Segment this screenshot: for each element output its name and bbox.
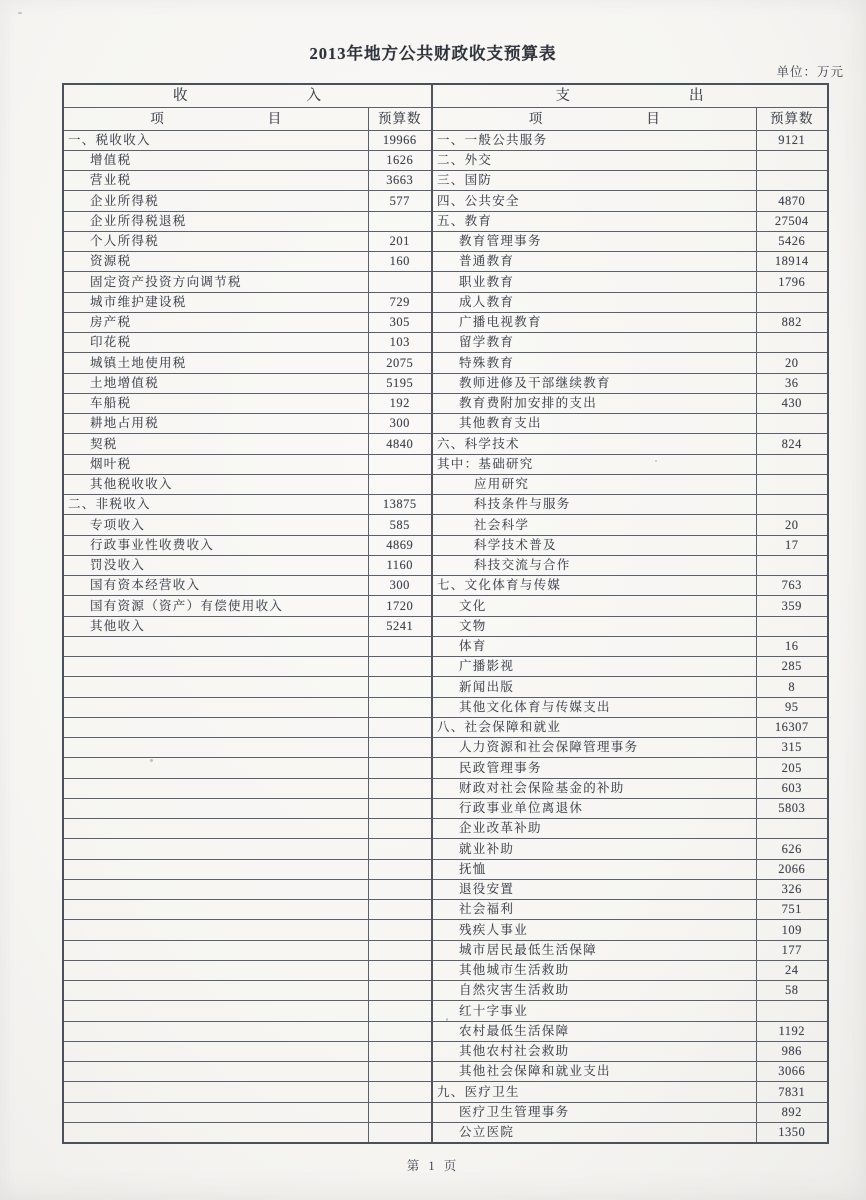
column-header-row bbox=[63, 107, 828, 130]
expense-item-cell: 文物 bbox=[432, 616, 756, 636]
expense-item-cell: 九、医疗卫生 bbox=[432, 1082, 756, 1102]
expense-budget-cell: 763 bbox=[756, 576, 828, 596]
income-budget-cell: 1720 bbox=[368, 596, 432, 616]
unit-label: 单位：万元 bbox=[776, 65, 844, 79]
table-row bbox=[63, 960, 828, 980]
expense-budget-cell bbox=[756, 616, 828, 636]
income-item-cell: 房产税 bbox=[63, 312, 368, 332]
expense-budget-cell bbox=[756, 495, 828, 515]
table-row bbox=[63, 839, 828, 859]
income-budget-cell: 1626 bbox=[368, 150, 432, 170]
income-budget-cell bbox=[368, 1021, 432, 1041]
income-budget-cell bbox=[368, 454, 432, 474]
income-budget-cell: 5241 bbox=[368, 616, 432, 636]
expense-item-cell: 科学技术普及 bbox=[432, 535, 756, 555]
income-item-cell: 车船税 bbox=[63, 393, 368, 413]
expense-item-cell: 二、外交 bbox=[432, 150, 756, 170]
expense-budget-cell: 892 bbox=[756, 1102, 828, 1122]
expense-budget-cell bbox=[756, 474, 828, 494]
table-row bbox=[63, 231, 828, 251]
income-budget-cell bbox=[368, 798, 432, 818]
table-row bbox=[63, 150, 828, 170]
table-row bbox=[63, 292, 828, 312]
income-budget-cell: 19966 bbox=[368, 130, 432, 150]
expense-item-cell: 其他社会保障和就业支出 bbox=[432, 1062, 756, 1082]
expense-item-cell: 社会科学 bbox=[432, 515, 756, 535]
table-row bbox=[63, 1041, 828, 1061]
income-item-cell: 增值税 bbox=[63, 150, 368, 170]
expense-budget-cell: 285 bbox=[756, 657, 828, 677]
income-budget-cell bbox=[368, 1041, 432, 1061]
table-row bbox=[63, 758, 828, 778]
income-budget-cell bbox=[368, 211, 432, 231]
expense-budget-cell bbox=[756, 1001, 828, 1021]
income-item-cell bbox=[63, 920, 368, 940]
scan-artifact bbox=[18, 12, 22, 14]
income-budget-cell bbox=[368, 758, 432, 778]
table-row bbox=[63, 252, 828, 272]
expense-budget-cell: 1796 bbox=[756, 272, 828, 292]
income-item-cell: 专项收入 bbox=[63, 515, 368, 535]
income-budget-cell: 103 bbox=[368, 333, 432, 353]
expense-budget-cell: 5426 bbox=[756, 231, 828, 251]
expense-item-cell: 农村最低生活保障 bbox=[432, 1021, 756, 1041]
expense-item-cell: 就业补助 bbox=[432, 839, 756, 859]
income-budget-cell bbox=[368, 859, 432, 879]
expense-budget-cell: 326 bbox=[756, 879, 828, 899]
income-item-cell bbox=[63, 1021, 368, 1041]
expense-item-cell: 新闻出版 bbox=[432, 677, 756, 697]
income-item-cell bbox=[63, 900, 368, 920]
income-item-cell bbox=[63, 839, 368, 859]
expense-budget-cell: 359 bbox=[756, 596, 828, 616]
income-budget-cell: 3663 bbox=[368, 171, 432, 191]
expense-item-cell: 应用研究 bbox=[432, 474, 756, 494]
expense-budget-header: 预算数 bbox=[756, 107, 828, 130]
income-header-char: 收 bbox=[173, 87, 189, 104]
table-row bbox=[63, 697, 828, 717]
table-row bbox=[63, 454, 828, 474]
expense-item-cell: 职业教育 bbox=[432, 272, 756, 292]
income-item-header: 项 目 bbox=[63, 107, 368, 130]
income-budget-cell bbox=[368, 474, 432, 494]
expense-budget-cell: 315 bbox=[756, 738, 828, 758]
income-item-cell: 行政事业性收费收入 bbox=[63, 535, 368, 555]
income-budget-cell bbox=[368, 879, 432, 899]
expense-budget-cell: 20 bbox=[756, 353, 828, 373]
income-item-cell bbox=[63, 879, 368, 899]
income-item-cell bbox=[63, 981, 368, 1001]
expense-item-cell: 特殊教育 bbox=[432, 353, 756, 373]
expense-item-cell: 残疾人事业 bbox=[432, 920, 756, 940]
income-budget-cell: 192 bbox=[368, 393, 432, 413]
income-budget-cell bbox=[368, 717, 432, 737]
income-item-cell: 印花税 bbox=[63, 333, 368, 353]
income-item-cell: 土地增值税 bbox=[63, 373, 368, 393]
expense-item-cell: 教育管理事务 bbox=[432, 231, 756, 251]
income-item-cell: 二、非税收入 bbox=[63, 495, 368, 515]
expense-item-cell: 普通教育 bbox=[432, 252, 756, 272]
income-item-cell bbox=[63, 1122, 368, 1142]
income-item-cell bbox=[63, 758, 368, 778]
table-row bbox=[63, 636, 828, 656]
expense-budget-cell: 3066 bbox=[756, 1062, 828, 1082]
income-item-cell bbox=[63, 1082, 368, 1102]
income-budget-cell bbox=[368, 697, 432, 717]
expense-item-cell: 其他教育支出 bbox=[432, 414, 756, 434]
income-item-cell: 烟叶税 bbox=[63, 454, 368, 474]
income-item-cell bbox=[63, 1062, 368, 1082]
expense-item-cell: 六、科学技术 bbox=[432, 434, 756, 454]
expense-budget-cell: 8 bbox=[756, 677, 828, 697]
expense-budget-cell bbox=[756, 454, 828, 474]
income-budget-cell: 585 bbox=[368, 515, 432, 535]
expense-item-cell: 广播电视教育 bbox=[432, 312, 756, 332]
table-row bbox=[63, 738, 828, 758]
table-row bbox=[63, 555, 828, 575]
income-item-cell bbox=[63, 636, 368, 656]
expense-item-cell: 教师进修及干部继续教育 bbox=[432, 373, 756, 393]
table-row bbox=[63, 1021, 828, 1041]
expense-item-cell: 科技交流与合作 bbox=[432, 555, 756, 575]
table-row bbox=[63, 535, 828, 555]
expense-budget-cell: 603 bbox=[756, 778, 828, 798]
expense-item-cell: 成人教育 bbox=[432, 292, 756, 312]
income-item-cell bbox=[63, 1102, 368, 1122]
expense-budget-cell: 95 bbox=[756, 697, 828, 717]
income-item-cell bbox=[63, 960, 368, 980]
income-item-cell bbox=[63, 657, 368, 677]
expense-item-cell: 抚恤 bbox=[432, 859, 756, 879]
table-row bbox=[63, 515, 828, 535]
expense-item-cell: 人力资源和社会保障管理事务 bbox=[432, 738, 756, 758]
table-row bbox=[63, 191, 828, 211]
income-item-cell bbox=[63, 697, 368, 717]
expense-item-cell: 其中：基础研究 bbox=[432, 454, 756, 474]
income-budget-cell: 2075 bbox=[368, 353, 432, 373]
expense-budget-cell bbox=[756, 555, 828, 575]
expense-budget-cell: 4870 bbox=[756, 191, 828, 211]
expense-item-cell: 其他城市生活救助 bbox=[432, 960, 756, 980]
expense-item-cell: 体育 bbox=[432, 636, 756, 656]
expense-budget-cell bbox=[756, 414, 828, 434]
income-budget-cell bbox=[368, 940, 432, 960]
income-item-cell bbox=[63, 677, 368, 697]
income-item-cell: 契税 bbox=[63, 434, 368, 454]
income-item-cell: 国有资本经营收入 bbox=[63, 576, 368, 596]
expense-item-cell: 财政对社会保险基金的补助 bbox=[432, 778, 756, 798]
income-budget-cell bbox=[368, 1001, 432, 1021]
table-row bbox=[63, 130, 828, 150]
income-budget-cell bbox=[368, 981, 432, 1001]
table-row bbox=[63, 393, 828, 413]
income-budget-cell: 1160 bbox=[368, 555, 432, 575]
expense-budget-cell bbox=[756, 819, 828, 839]
expense-item-cell: 七、文化体育与传媒 bbox=[432, 576, 756, 596]
income-budget-cell bbox=[368, 657, 432, 677]
table-row bbox=[63, 616, 828, 636]
income-item-cell: 企业所得税退税 bbox=[63, 211, 368, 231]
expense-item-cell: 民政管理事务 bbox=[432, 758, 756, 778]
income-budget-cell bbox=[368, 1082, 432, 1102]
income-item-cell: 其他收入 bbox=[63, 616, 368, 636]
income-budget-cell: 4840 bbox=[368, 434, 432, 454]
income-budget-cell: 305 bbox=[368, 312, 432, 332]
expense-budget-cell: 751 bbox=[756, 900, 828, 920]
expense-header-char: 出 bbox=[689, 87, 705, 104]
table-row bbox=[63, 798, 828, 818]
income-budget-cell bbox=[368, 960, 432, 980]
income-budget-cell: 201 bbox=[368, 231, 432, 251]
income-item-cell: 耕地占用税 bbox=[63, 414, 368, 434]
expense-budget-cell: 1350 bbox=[756, 1122, 828, 1142]
table-row bbox=[63, 657, 828, 677]
expense-budget-cell bbox=[756, 333, 828, 353]
income-budget-cell bbox=[368, 272, 432, 292]
table-row bbox=[63, 1122, 828, 1142]
income-item-cell bbox=[63, 798, 368, 818]
income-budget-cell bbox=[368, 1102, 432, 1122]
section-header-row bbox=[63, 84, 828, 107]
income-budget-cell: 300 bbox=[368, 414, 432, 434]
table-row bbox=[63, 414, 828, 434]
expense-item-cell: 教育费附加安排的支出 bbox=[432, 393, 756, 413]
income-budget-cell bbox=[368, 920, 432, 940]
table-row bbox=[63, 778, 828, 798]
income-budget-cell bbox=[368, 839, 432, 859]
income-item-cell: 营业税 bbox=[63, 171, 368, 191]
income-item-cell: 城镇土地使用税 bbox=[63, 353, 368, 373]
table-row bbox=[63, 474, 828, 494]
expense-budget-cell: 2066 bbox=[756, 859, 828, 879]
expense-item-cell: 退役安置 bbox=[432, 879, 756, 899]
scan-artifact bbox=[655, 460, 657, 462]
income-item-cell bbox=[63, 940, 368, 960]
expense-budget-cell: 17 bbox=[756, 535, 828, 555]
expense-budget-cell: 16307 bbox=[756, 717, 828, 737]
income-item-cell bbox=[63, 1041, 368, 1061]
income-item-cell bbox=[63, 778, 368, 798]
expense-item-cell: 八、社会保障和就业 bbox=[432, 717, 756, 737]
table-row bbox=[63, 272, 828, 292]
expense-budget-cell bbox=[756, 171, 828, 191]
table-row bbox=[63, 211, 828, 231]
income-item-cell: 企业所得税 bbox=[63, 191, 368, 211]
page-title: 2013年地方公共财政收支预算表 bbox=[309, 44, 557, 63]
expense-budget-cell: 824 bbox=[756, 434, 828, 454]
income-budget-cell bbox=[368, 738, 432, 758]
table-row bbox=[63, 981, 828, 1001]
income-budget-cell: 300 bbox=[368, 576, 432, 596]
table-row bbox=[63, 495, 828, 515]
expense-item-cell: 广播影视 bbox=[432, 657, 756, 677]
page-number: 第 1 页 bbox=[406, 1159, 460, 1173]
expense-budget-cell: 36 bbox=[756, 373, 828, 393]
expense-item-cell: 五、教育 bbox=[432, 211, 756, 231]
expense-budget-cell: 18914 bbox=[756, 252, 828, 272]
expense-budget-cell: 882 bbox=[756, 312, 828, 332]
expense-item-cell: 三、国防 bbox=[432, 171, 756, 191]
table-row bbox=[63, 879, 828, 899]
income-budget-cell: 160 bbox=[368, 252, 432, 272]
expense-item-cell: 其他文化体育与传媒支出 bbox=[432, 697, 756, 717]
income-budget-cell: 729 bbox=[368, 292, 432, 312]
income-item-cell bbox=[63, 859, 368, 879]
expense-item-cell: 留学教育 bbox=[432, 333, 756, 353]
table-row bbox=[63, 940, 828, 960]
expense-item-cell: 企业改革补助 bbox=[432, 819, 756, 839]
expense-item-cell: 城市居民最低生活保障 bbox=[432, 940, 756, 960]
expense-item-cell: 红十字事业 bbox=[432, 1001, 756, 1021]
income-budget-cell: 5195 bbox=[368, 373, 432, 393]
table-row bbox=[63, 434, 828, 454]
table-row bbox=[63, 353, 828, 373]
table-row bbox=[63, 1082, 828, 1102]
expense-item-cell: 社会福利 bbox=[432, 900, 756, 920]
expense-item-header: 项 目 bbox=[432, 107, 756, 130]
income-section-header bbox=[63, 84, 432, 107]
expense-section-header bbox=[432, 84, 828, 107]
income-budget-cell bbox=[368, 900, 432, 920]
income-budget-cell bbox=[368, 1122, 432, 1142]
income-budget-cell bbox=[368, 778, 432, 798]
expense-budget-cell: 986 bbox=[756, 1041, 828, 1061]
expense-item-cell: 公立医院 bbox=[432, 1122, 756, 1142]
expense-budget-cell: 24 bbox=[756, 960, 828, 980]
table-row bbox=[63, 859, 828, 879]
expense-budget-cell: 20 bbox=[756, 515, 828, 535]
income-budget-header: 预算数 bbox=[368, 107, 432, 130]
expense-budget-cell: 58 bbox=[756, 981, 828, 1001]
income-budget-cell bbox=[368, 677, 432, 697]
income-item-cell bbox=[63, 717, 368, 737]
income-header-char: 入 bbox=[306, 87, 322, 104]
expense-budget-cell: 1192 bbox=[756, 1021, 828, 1041]
expense-budget-cell: 7831 bbox=[756, 1082, 828, 1102]
income-budget-cell bbox=[368, 819, 432, 839]
income-budget-cell: 13875 bbox=[368, 495, 432, 515]
table-row bbox=[63, 576, 828, 596]
expense-budget-cell: 16 bbox=[756, 636, 828, 656]
scan-artifact bbox=[446, 1018, 448, 1021]
expense-header-char: 支 bbox=[555, 87, 571, 104]
income-item-cell bbox=[63, 1001, 368, 1021]
income-item-cell bbox=[63, 738, 368, 758]
expense-budget-cell bbox=[756, 292, 828, 312]
table-row bbox=[63, 171, 828, 191]
expense-item-cell: 其他农村社会救助 bbox=[432, 1041, 756, 1061]
income-item-cell: 固定资产投资方向调节税 bbox=[63, 272, 368, 292]
expense-budget-cell: 9121 bbox=[756, 130, 828, 150]
table-row bbox=[63, 717, 828, 737]
table-row bbox=[63, 819, 828, 839]
budget-table bbox=[62, 83, 829, 1144]
expense-budget-cell: 430 bbox=[756, 393, 828, 413]
expense-budget-cell: 27504 bbox=[756, 211, 828, 231]
budget-table-body bbox=[63, 130, 828, 1143]
income-item-cell: 个人所得税 bbox=[63, 231, 368, 251]
income-item-cell: 罚没收入 bbox=[63, 555, 368, 575]
income-budget-cell: 4869 bbox=[368, 535, 432, 555]
expense-item-cell: 文化 bbox=[432, 596, 756, 616]
expense-budget-cell: 205 bbox=[756, 758, 828, 778]
income-budget-cell: 577 bbox=[368, 191, 432, 211]
income-item-cell: 资源税 bbox=[63, 252, 368, 272]
expense-item-cell: 四、公共安全 bbox=[432, 191, 756, 211]
expense-budget-cell: 177 bbox=[756, 940, 828, 960]
income-budget-cell bbox=[368, 636, 432, 656]
expense-budget-cell: 109 bbox=[756, 920, 828, 940]
expense-budget-cell: 5803 bbox=[756, 798, 828, 818]
income-budget-cell bbox=[368, 1062, 432, 1082]
expense-item-cell: 科技条件与服务 bbox=[432, 495, 756, 515]
expense-item-cell: 自然灾害生活救助 bbox=[432, 981, 756, 1001]
expense-budget-cell bbox=[756, 150, 828, 170]
table-row bbox=[63, 1062, 828, 1082]
expense-item-cell: 一、一般公共服务 bbox=[432, 130, 756, 150]
table-row bbox=[63, 920, 828, 940]
table-row bbox=[63, 373, 828, 393]
income-item-cell: 一、税收收入 bbox=[63, 130, 368, 150]
income-item-cell: 国有资源（资产）有偿使用收入 bbox=[63, 596, 368, 616]
income-item-cell: 其他税收收入 bbox=[63, 474, 368, 494]
table-row bbox=[63, 333, 828, 353]
income-item-cell bbox=[63, 819, 368, 839]
table-row bbox=[63, 596, 828, 616]
table-row bbox=[63, 677, 828, 697]
expense-budget-cell: 626 bbox=[756, 839, 828, 859]
expense-item-cell: 医疗卫生管理事务 bbox=[432, 1102, 756, 1122]
expense-item-cell: 行政事业单位离退休 bbox=[432, 798, 756, 818]
income-item-cell: 城市维护建设税 bbox=[63, 292, 368, 312]
table-row bbox=[63, 1102, 828, 1122]
table-row bbox=[63, 312, 828, 332]
table-row bbox=[63, 900, 828, 920]
